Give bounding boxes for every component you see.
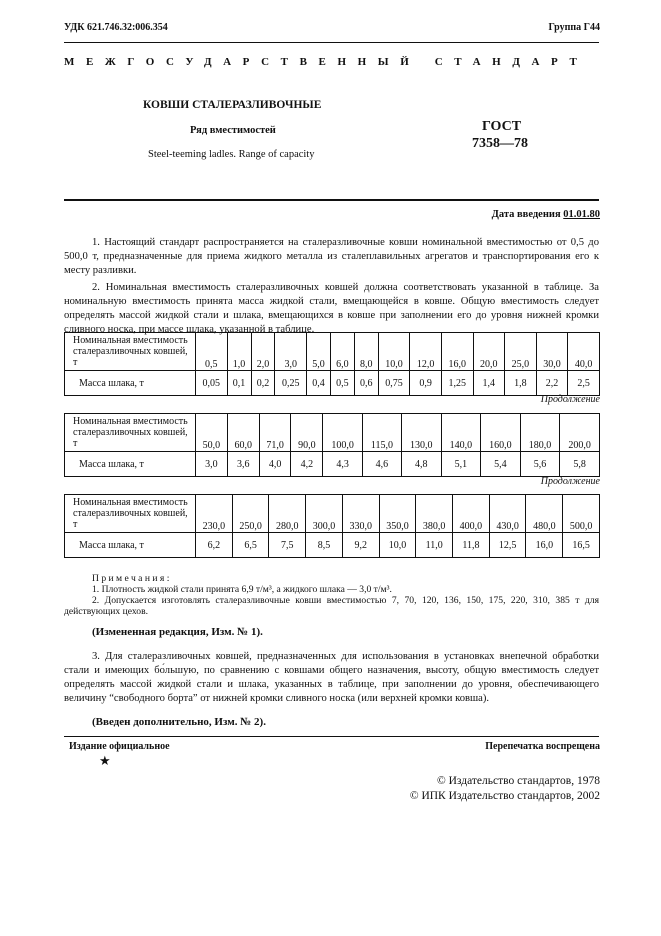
capacity-cell: 10,0 <box>378 333 410 371</box>
capacity-cell: 5,0 <box>307 333 331 371</box>
note-2: 2. Допускается изготовлять сталеразливочные ковши вместимостью 7, 70, 120, 136, 150, 175, 220, 310, 385 т для действующих цехов. <box>64 595 599 617</box>
capacity-cell: 180,0 <box>520 414 560 452</box>
capacity-cell: 330,0 <box>342 495 379 533</box>
slag-cell: 5,4 <box>481 452 521 477</box>
notes-heading: Примечания: <box>92 573 172 584</box>
slag-cell: 7,5 <box>269 533 306 558</box>
capacity-row <box>65 333 600 371</box>
gost-label: ГОСТ <box>482 119 522 134</box>
slag-cell: 5,1 <box>441 452 481 477</box>
slag-row <box>65 371 600 396</box>
notes-block <box>64 573 599 617</box>
slag-cell: 8,5 <box>306 533 343 558</box>
paragraph-2: 2. Номинальная вместимость сталеразливочных ковшей должна соответствовать указанной в таблице. За номинальную вместимость принята масса жидкой стали, вмещающейся в ковше. Общую вместимость следует определять массой жидкой стали и шлака, вмещающихся в ковше при заполнении его до уровня нижней кромки сливного носка, при массе шлака, указанной в таблице. <box>64 282 599 335</box>
capacity-table-part-2 <box>64 413 600 477</box>
standard-subtitle: Ряд вместимостей <box>190 125 276 136</box>
capacity-cell: 8,0 <box>354 333 378 371</box>
capacity-cell: 350,0 <box>379 495 416 533</box>
paragraph-1: 1. Настоящий стандарт распространяется на сталеразливочные ковши номинальной вместимостью от 0,5 до 500,0 т, предназначенные для приема жидкого металла из сталеплавильных агрегатов и транспортирования его к месту разливки. <box>64 237 599 276</box>
capacity-cell: 0,5 <box>196 333 228 371</box>
intro-date-label: Дата введения <box>491 209 561 220</box>
capacity-cell: 400,0 <box>453 495 490 533</box>
slag-row-label: Масса шлака, т <box>65 371 196 396</box>
slag-cell: 5,8 <box>560 452 600 477</box>
slag-row-label: Масса шлака, т <box>65 452 196 477</box>
slag-row <box>65 533 600 558</box>
capacity-cell: 200,0 <box>560 414 600 452</box>
capacity-cell: 230,0 <box>196 495 233 533</box>
footer-rule <box>64 736 599 737</box>
slag-cell: 1,8 <box>505 371 537 396</box>
slag-cell: 0,05 <box>196 371 228 396</box>
header-rule <box>64 42 599 43</box>
slag-row <box>65 452 600 477</box>
capacity-table-part-1 <box>64 332 600 396</box>
slag-cell: 0,2 <box>251 371 275 396</box>
standard-title: КОВШИ СТАЛЕРАЗЛИВОЧНЫЕ <box>143 99 322 111</box>
capacity-cell: 16,0 <box>441 333 473 371</box>
slag-cell: 11,0 <box>416 533 453 558</box>
capacity-table-part-3 <box>64 494 600 558</box>
slag-cell: 2,2 <box>536 371 568 396</box>
capacity-row <box>65 495 600 533</box>
slag-cell: 3,6 <box>227 452 259 477</box>
continuation-label: Продолжение <box>540 394 600 405</box>
capacity-cell: 20,0 <box>473 333 505 371</box>
slag-cell: 0,9 <box>410 371 442 396</box>
slag-cell: 0,6 <box>354 371 378 396</box>
slag-cell: 4,8 <box>401 452 441 477</box>
capacity-cell: 90,0 <box>291 414 323 452</box>
slag-cell: 0,1 <box>227 371 251 396</box>
slag-cell: 0,25 <box>275 371 307 396</box>
capacity-row-label: Номинальная вместимость сталеразливочных ковшей, т <box>65 495 196 533</box>
slag-cell: 0,4 <box>307 371 331 396</box>
capacity-cell: 500,0 <box>563 495 600 533</box>
slag-cell: 2,5 <box>568 371 600 396</box>
slag-cell: 12,5 <box>489 533 526 558</box>
capacity-cell: 40,0 <box>568 333 600 371</box>
slag-cell: 11,8 <box>453 533 490 558</box>
intro-date <box>492 209 600 220</box>
gost-number: 7358—78 <box>472 136 528 151</box>
paragraph-3: 3. Для сталеразливочных ковшей, предназначенных для использования в установках внепечной обработки стали и имеющих бо́льшую, по сравнению с ковшами общего назначения, высоту, общую вместимость следует определять массой жидкой стали и шлака, указанных в таблице, при заполнении до уровня, обеспечивающего величину “свободного борта” от нижней кромки сливного носка (или верхней кромки ковша). <box>64 651 599 704</box>
star-icon: ★ <box>99 753 111 768</box>
slag-cell: 1,25 <box>441 371 473 396</box>
capacity-cell: 12,0 <box>410 333 442 371</box>
capacity-cell: 50,0 <box>196 414 228 452</box>
slag-cell: 4,6 <box>362 452 401 477</box>
reprint-prohibited: Перепечатка воспрещена <box>485 741 600 752</box>
group-code: Группа Г44 <box>548 22 600 33</box>
slag-cell: 4,2 <box>291 452 323 477</box>
slag-cell: 10,0 <box>379 533 416 558</box>
amendment-2: (Введен дополнительно, Изм. № 2). <box>92 716 266 728</box>
continuation-label: Продолжение <box>540 476 600 487</box>
capacity-cell: 430,0 <box>489 495 526 533</box>
title-rule <box>64 199 599 201</box>
capacity-cell: 100,0 <box>323 414 363 452</box>
capacity-cell: 380,0 <box>416 495 453 533</box>
slag-cell: 16,0 <box>526 533 563 558</box>
capacity-cell: 115,0 <box>362 414 401 452</box>
capacity-cell: 6,0 <box>330 333 354 371</box>
slag-cell: 3,0 <box>196 452 228 477</box>
capacity-cell: 71,0 <box>259 414 291 452</box>
udk-code: УДК 621.746.32:006.354 <box>64 22 168 33</box>
slag-cell: 0,5 <box>330 371 354 396</box>
capacity-row-label: Номинальная вместимость сталеразливочных ковшей, т <box>65 414 196 452</box>
capacity-cell: 60,0 <box>227 414 259 452</box>
intro-date-value: 01.01.80 <box>563 209 600 220</box>
slag-cell: 1,4 <box>473 371 505 396</box>
copyright-2002: © ИПК Издательство стандартов, 2002 <box>409 790 600 802</box>
capacity-cell: 1,0 <box>227 333 251 371</box>
slag-cell: 6,2 <box>196 533 233 558</box>
capacity-cell: 160,0 <box>481 414 521 452</box>
capacity-cell: 3,0 <box>275 333 307 371</box>
copyright-1978: © Издательство стандартов, 1978 <box>436 775 600 787</box>
capacity-cell: 140,0 <box>441 414 481 452</box>
slag-cell: 0,75 <box>378 371 410 396</box>
capacity-cell: 30,0 <box>536 333 568 371</box>
capacity-row <box>65 414 600 452</box>
note-1: 1. Плотность жидкой стали принята 6,9 т/м³, а жидкого шлака — 3,0 т/м³. <box>92 584 392 595</box>
english-title: Steel-teeming ladles. Range of capacity <box>148 149 315 160</box>
slag-cell: 4,3 <box>323 452 363 477</box>
capacity-cell: 2,0 <box>251 333 275 371</box>
slag-row-label: Масса шлака, т <box>65 533 196 558</box>
slag-cell: 4,0 <box>259 452 291 477</box>
capacity-cell: 300,0 <box>306 495 343 533</box>
standard-type: МЕЖГОСУДАРСТВЕННЫЙ СТАНДАРТ <box>64 56 589 68</box>
capacity-cell: 25,0 <box>505 333 537 371</box>
slag-cell: 5,6 <box>520 452 560 477</box>
capacity-cell: 130,0 <box>401 414 441 452</box>
amendment-1: (Измененная редакция, Изм. № 1). <box>92 626 263 638</box>
capacity-cell: 250,0 <box>232 495 269 533</box>
capacity-cell: 280,0 <box>269 495 306 533</box>
capacity-cell: 480,0 <box>526 495 563 533</box>
capacity-row-label: Номинальная вместимость сталеразливочных ковшей, т <box>65 333 196 371</box>
slag-cell: 16,5 <box>563 533 600 558</box>
official-edition: Издание официальное <box>69 741 170 752</box>
slag-cell: 6,5 <box>232 533 269 558</box>
slag-cell: 9,2 <box>342 533 379 558</box>
